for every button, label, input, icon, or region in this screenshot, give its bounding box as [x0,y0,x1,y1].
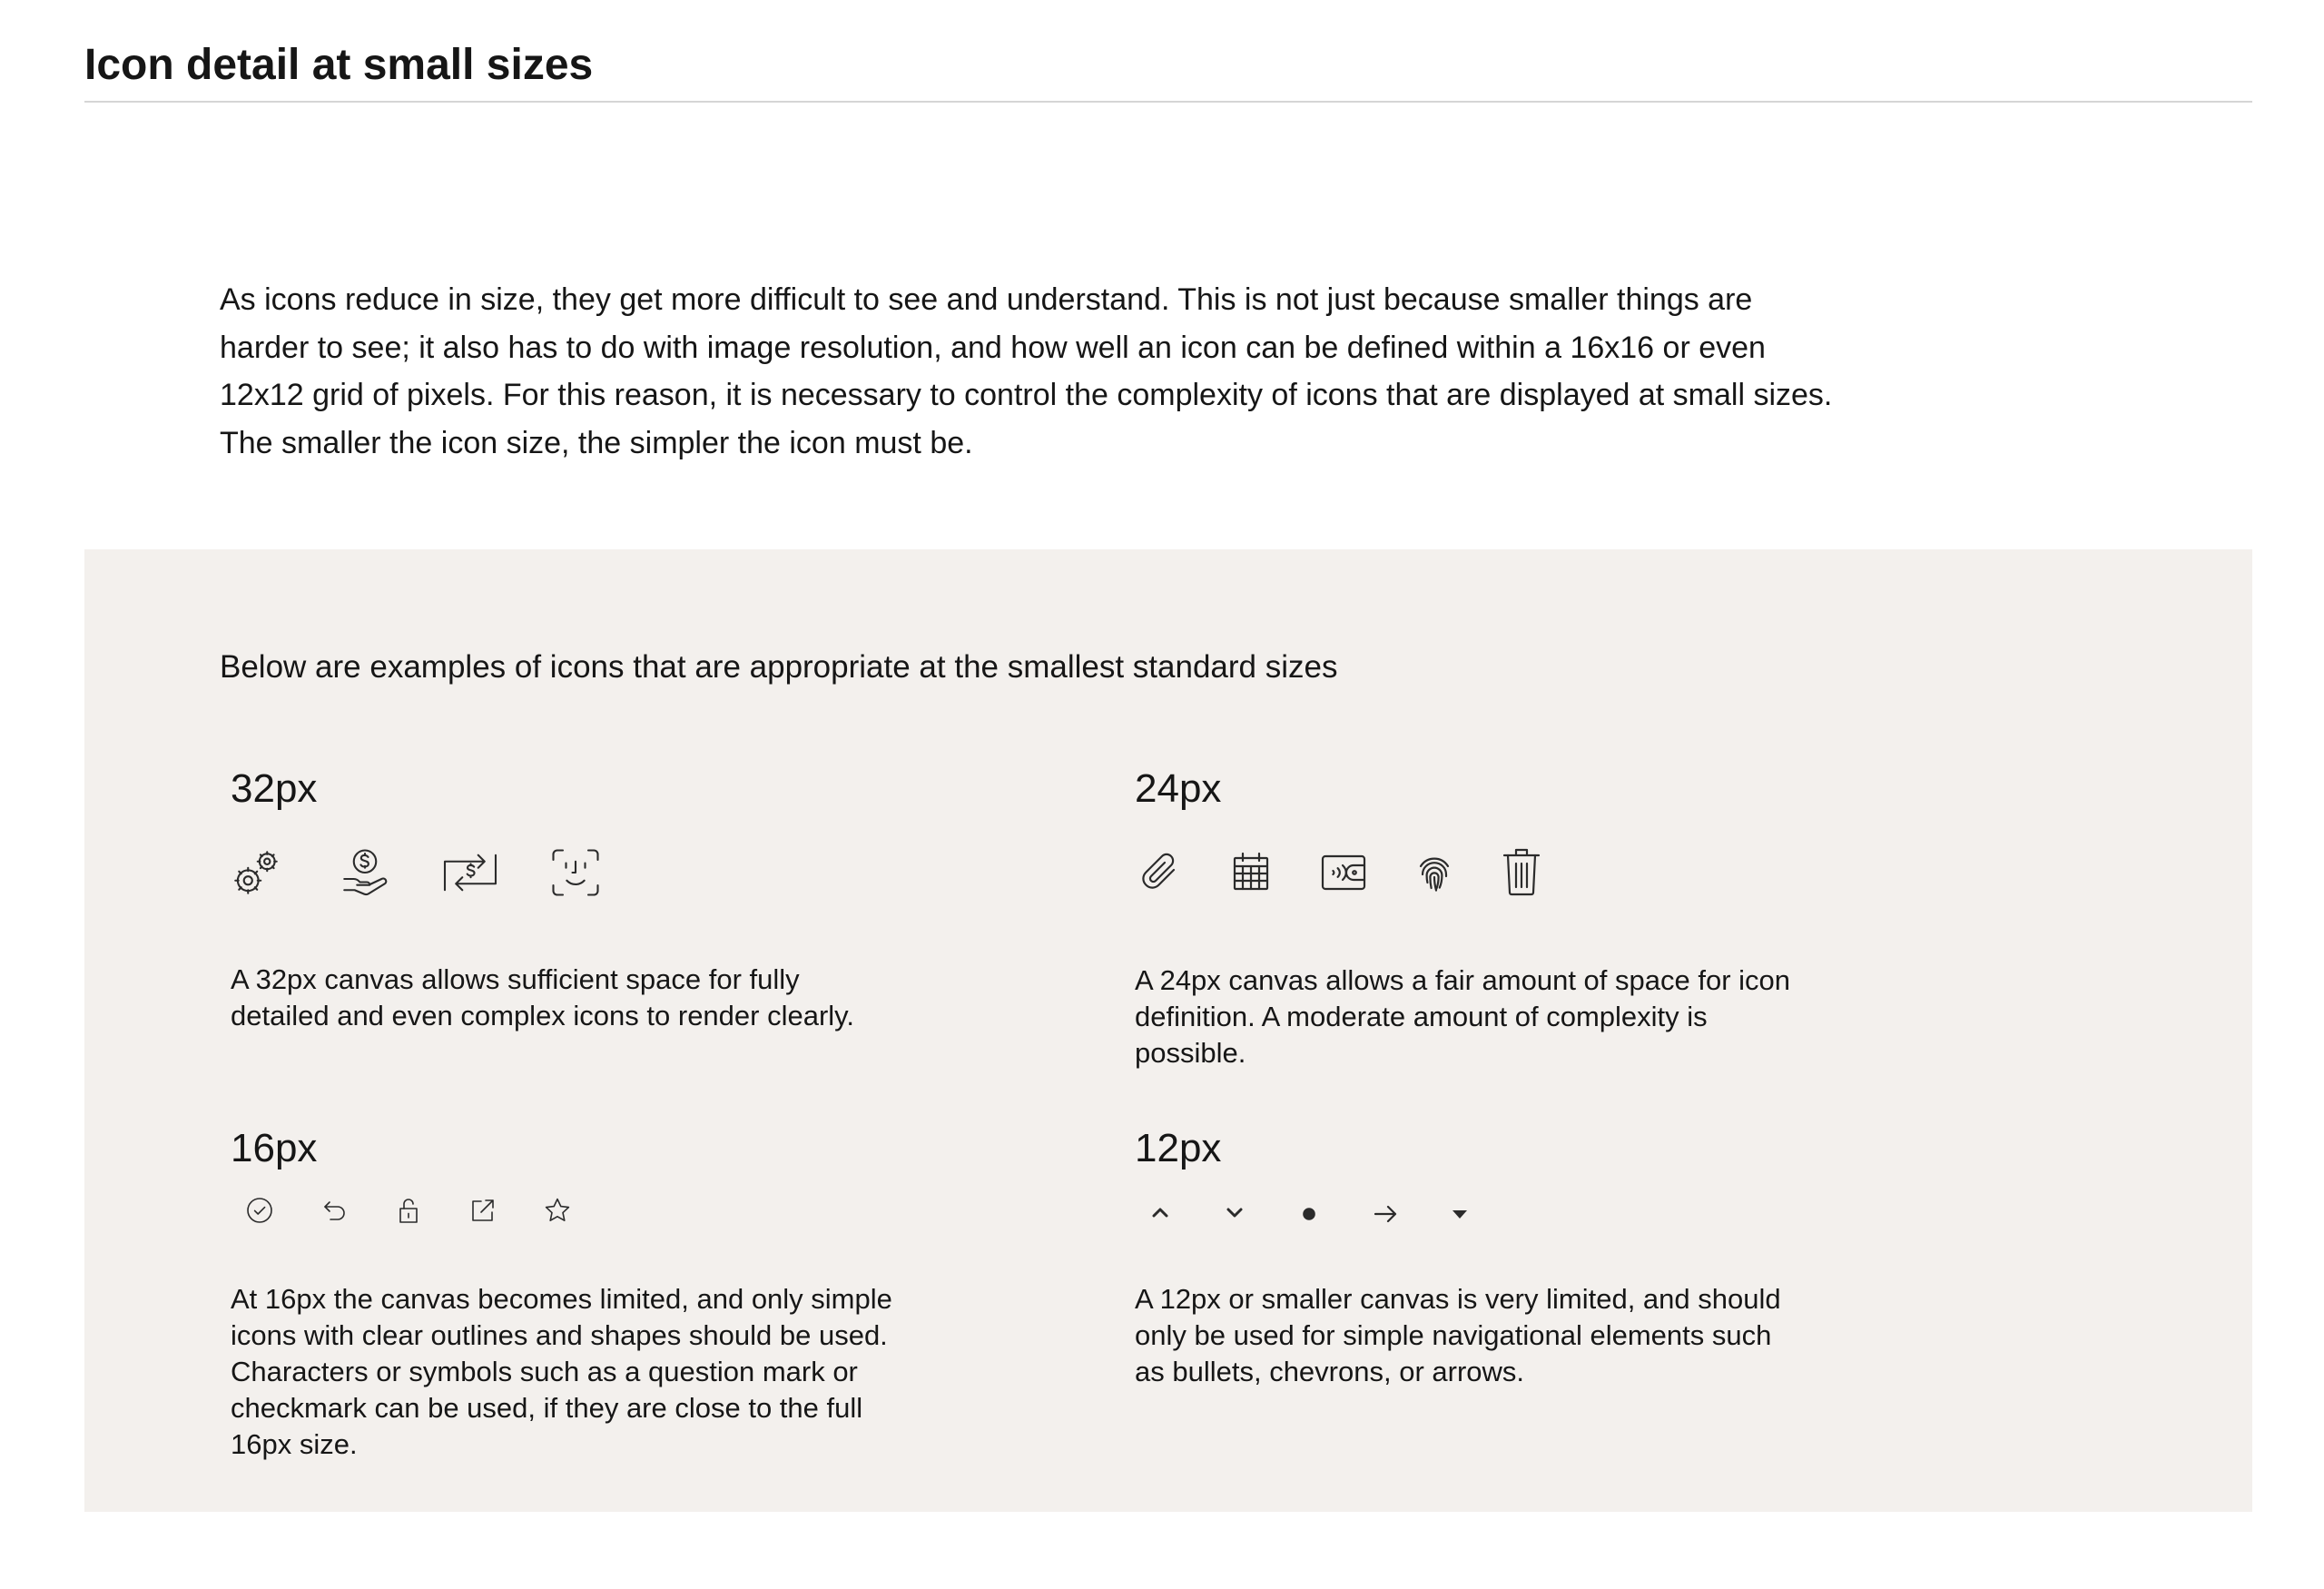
trash-icon [1502,847,1541,896]
undo-icon [320,1196,349,1225]
icon-row-12px [1135,1201,1825,1265]
icon-row-24px [1135,851,1825,914]
size-label-32px: 32px [231,766,318,811]
size-label-16px: 16px [231,1126,318,1170]
bullet-icon [1298,1203,1320,1225]
contactless-wallet-icon [1320,853,1367,893]
description-12px: A 12px or smaller canvas is very limited, and should only be used for simple navigational elements such as bullets, chevrons, or arrows. [1135,1283,1781,1387]
size-label-24px: 24px [1135,766,1222,811]
gears-icon [231,847,281,898]
paperclip-icon [1138,851,1182,894]
unlock-icon [394,1196,423,1225]
icon-row-16px [231,1196,921,1259]
size-label-12px: 12px [1135,1126,1222,1170]
page-title: Icon detail at small sizes [84,41,594,89]
calendar-icon [1231,851,1271,894]
description-32px: A 32px canvas allows sufficient space for fully detailed and even complex icons to render clearly. [231,963,854,1031]
section-16px [231,1125,921,1460]
section-12px [1135,1125,1825,1387]
icon-row-32px [231,847,921,911]
intro-paragraph: As icons reduce in size, they get more difficult to see and understand. This is not just because smaller things are harder to see; it also has to do with image resolution, and how well an icon can be defined within a 16x16 or even 12x12 grid of pixels. For this reason, it is necessary to control the complexity of icons that are displayed at small sizes. The smaller the icon size, the simpler the icon must be. [220,282,1833,460]
panel-heading: Below are examples of icons that are appropriate at the smallest standard sizes [220,649,1338,685]
launch-icon [468,1196,497,1225]
examples-panel [84,549,2252,1512]
chevron-up-icon [1149,1201,1171,1223]
face-id-icon [550,847,601,898]
section-32px [231,765,921,1031]
section-24px [1135,765,1825,1069]
money-transfer-icon [441,847,499,898]
check-circle-icon [245,1196,274,1225]
money-hand-icon [340,847,390,898]
title-divider [84,101,2252,103]
arrow-right-icon [1373,1203,1398,1225]
chevron-down-icon [1224,1201,1246,1223]
description-16px: At 16px the canvas becomes limited, and only simple icons with clear outlines and shapes should be used. Characters or symbols such as a question mark or checkmark can be used, if they are close to the full 16px size. [231,1283,892,1460]
star-icon [543,1196,572,1225]
fingerprint-icon [1413,851,1456,894]
caret-down-icon [1449,1203,1471,1225]
description-24px: A 24px canvas allows a fair amount of space for icon definition. A moderate amount of complexity is possible. [1135,964,1791,1069]
